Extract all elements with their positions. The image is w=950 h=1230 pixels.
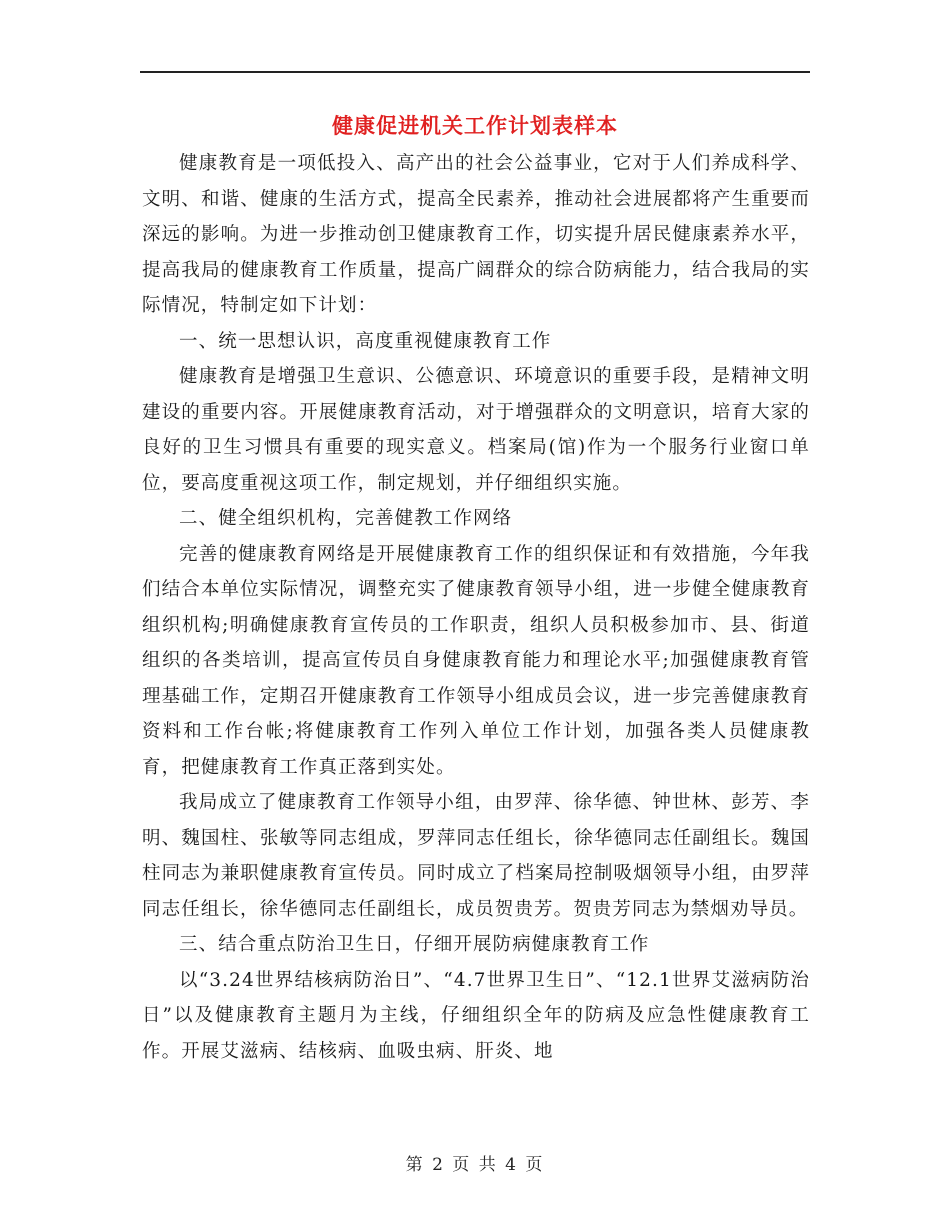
section-heading-1: 一、统一思想认识，高度重视健康教育工作: [179, 330, 552, 352]
section-3-paragraph: 以“3.24世界结核病防治日”、“4.7世界卫生日”、“12.1世界艾滋病防治日”以及健康教育主题月为主线，仔细组织全年的防病及应急性健康教育工作。开展艾滋病、结核病、血吸虫病、肝炎、地: [142, 969, 810, 1062]
page-number-label: 第 2 页 共 4 页: [405, 1155, 545, 1175]
document-title: 健康促进机关工作计划表样本: [332, 113, 618, 138]
intro-paragraph: 健康教育是一项低投入、高产出的社会公益事业，它对于人们养成科学、文明、和谐、健康的生活方式，提高全民素养，推动社会进展都将产生重要而深远的影响。为进一步推动创卫健康教育工作，切实提升居民健康素养水平，提高我局的健康教育工作质量，提高广阔群众的综合防病能力，结合我局的实际情况，特制定如下计划：: [142, 153, 810, 316]
section-2-paragraph-2: 我局成立了健康教育工作领导小组，由罗萍、徐华德、钟世林、彭芳、李明、魏国柱、张敏等同志组成，罗萍同志任组长，徐华德同志任副组长。魏国柱同志为兼职健康教育宣传员。同时成立了档案局控制吸烟领导小组，由罗萍同志任组长，徐华德同志任副组长，成员贺贵芳。贺贵芳同志为禁烟劝导员。: [142, 792, 810, 920]
section-heading-2: 二、健全组织机构，完善健教工作网络: [179, 508, 513, 529]
header-rule: [140, 71, 810, 73]
document-body: [142, 146, 810, 1069]
section-1-paragraph: 健康教育是增强卫生意识、公德意识、环境意识的重要手段，是精神文明建设的重要内容。开展健康教育活动，对于增强群众的文明意识，培育大家的良好的卫生习惯具有重要的现实意义。档案局(馆)作为一个服务行业窗口单位，要高度重视这项工作，制定规划，并仔细组织实施。: [142, 366, 810, 494]
section-2-paragraph-1: 完善的健康教育网络是开展健康教育工作的组织保证和有效措施，今年我们结合本单位实际情况，调整充实了健康教育领导小组，进一步健全健康教育组织机构;明确健康教育宣传员的工作职责，组织人员积极参加市、县、街道组织的各类培训，提高宣传员自身健康教育能力和理论水平;加强健康教育管理基础工作，定期召开健康教育工作领导小组成员会议，进一步完善健康教育资料和工作台帐;将健康教育工作列入单位工作计划，加强各类人员健康教育，把健康教育工作真正落到实处。: [142, 543, 810, 778]
section-heading-3: 三、结合重点防治卫生日，仔细开展防病健康教育工作: [179, 934, 650, 955]
page-number-footer: [0, 1153, 950, 1177]
